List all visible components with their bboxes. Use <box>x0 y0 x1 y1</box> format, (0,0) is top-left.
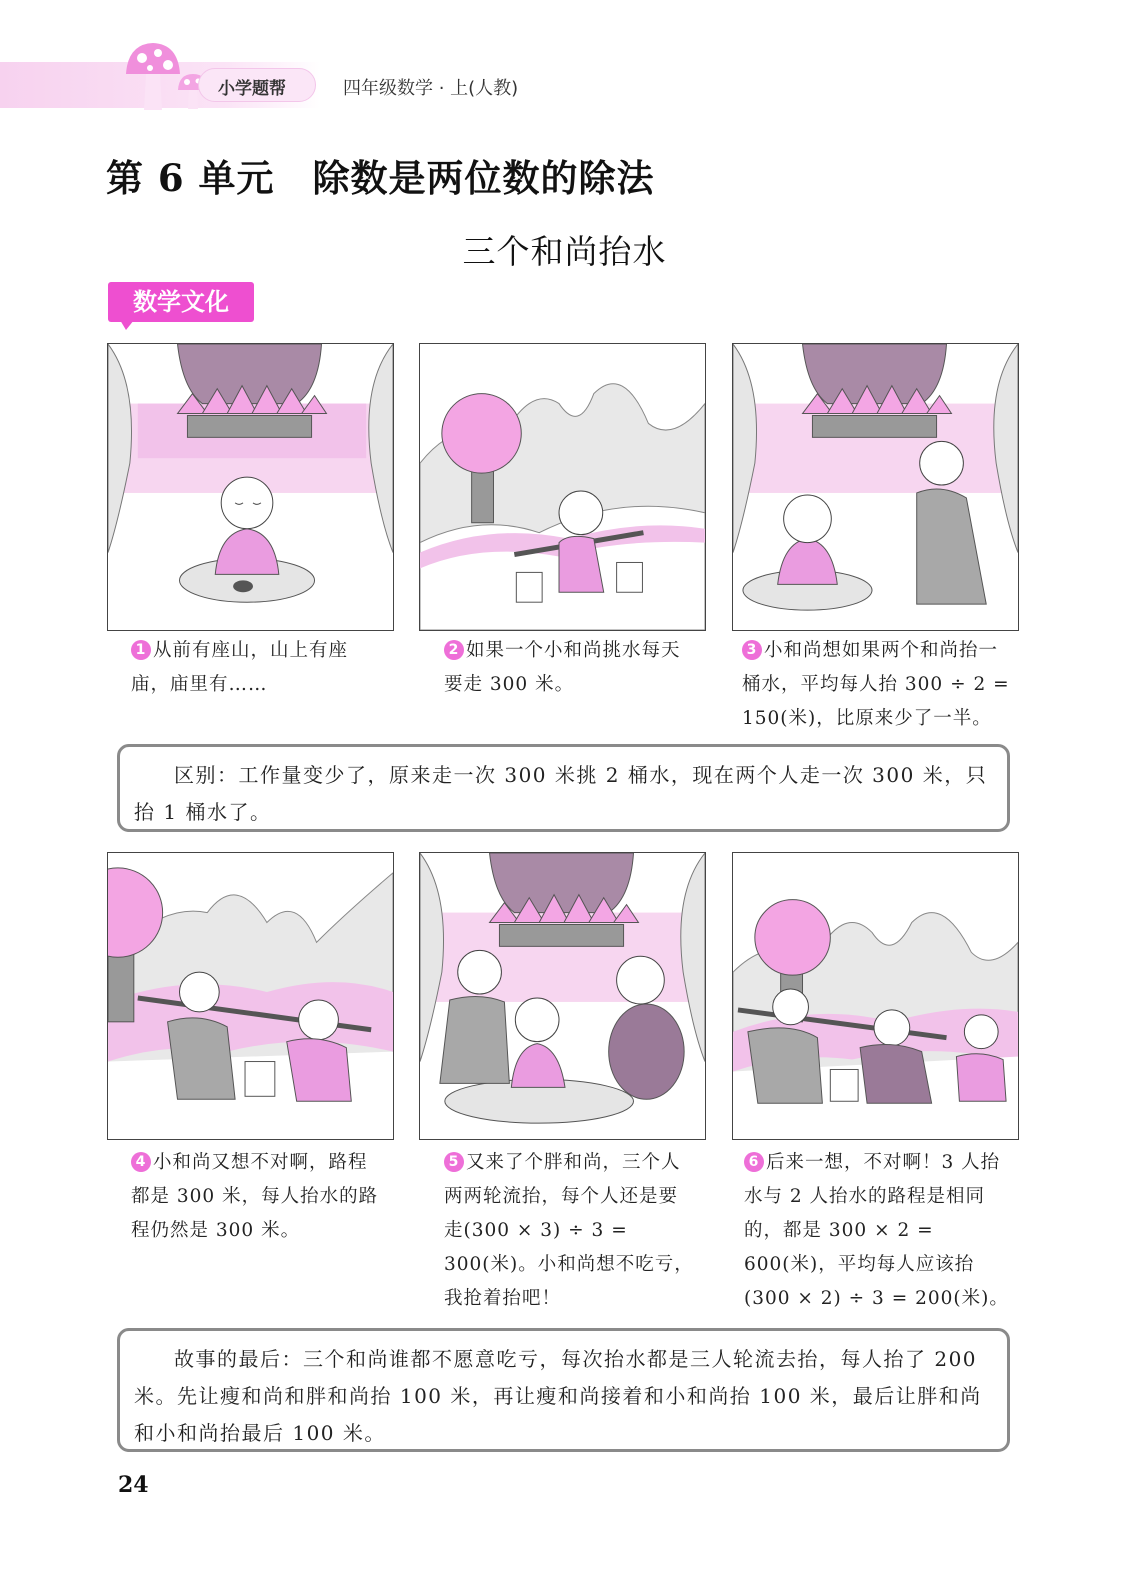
comic-panel-1 <box>107 343 394 631</box>
step-number-badge: 1 <box>131 640 151 660</box>
section-tag: 数学文化 <box>108 282 254 322</box>
mushroom-icon <box>122 40 184 112</box>
caption-text: 后来一想，不对啊！3 人抬水与 2 人抬水的路程是相同的，都是 300 × 2 = 600(米)，平均每人应该抬(300 × 2) ÷ 3 = 200(米)。 <box>744 1152 1009 1309</box>
second-monk-arrives-illustration <box>733 344 1018 630</box>
step-number-badge: 4 <box>131 1152 151 1172</box>
header-subtitle: 四年级数学 · 上(人教) <box>343 78 519 99</box>
story-ending-note: 故事的最后：三个和尚谁都不愿意吃亏，每次抬水都是三人轮流去抬，每人抬了 200 米。先让瘦和尚和胖和尚抬 100 米，再让瘦和尚接着和小和尚抬 100 米，最后让胖和尚和小和尚抬最后 100 米。 <box>117 1328 1010 1452</box>
panel-5-caption <box>444 1146 696 1316</box>
step-number-badge: 3 <box>742 640 762 660</box>
comic-panel-2 <box>419 343 706 631</box>
comic-panel-3 <box>732 343 1019 631</box>
three-monks-illustration <box>733 853 1018 1139</box>
section-tag-tail <box>120 320 134 330</box>
difference-note: 区别：工作量变少了，原来走一次 300 米挑 2 桶水，现在两个人走一次 300 米，只抬 1 桶水了。 <box>117 744 1010 832</box>
two-monks-carrying-illustration <box>108 853 393 1139</box>
page-number: 24 <box>118 1472 149 1498</box>
panel-4-caption <box>131 1146 383 1248</box>
temple-praying-illustration <box>108 344 393 630</box>
unit-title: 第 6 单元 除数是两位数的除法 <box>106 156 655 200</box>
caption-text: 从前有座山，山上有座庙，庙里有…… <box>131 640 349 695</box>
step-number-badge: 6 <box>744 1152 764 1172</box>
comic-panel-4 <box>107 852 394 1140</box>
panel-6-caption <box>744 1146 1016 1316</box>
caption-text: 小和尚又想不对啊，路程都是 300 米，每人抬水的路程仍然是 300 米。 <box>131 1152 379 1241</box>
panel-2-caption <box>444 634 689 702</box>
caption-text: 小和尚想如果两个和尚抬一桶水，平均每人抬 300 ÷ 2 = 150(米)，比原来少了一半。 <box>742 640 1010 729</box>
panel-3-caption <box>742 634 1014 736</box>
caption-text: 如果一个小和尚挑水每天要走 300 米。 <box>444 640 681 695</box>
fat-monk-arrives-illustration <box>420 853 705 1139</box>
step-number-badge: 5 <box>444 1152 464 1172</box>
panel-1-caption <box>131 634 383 702</box>
monk-carrying-buckets-illustration <box>420 344 705 630</box>
comic-panel-6 <box>732 852 1019 1140</box>
step-number-badge: 2 <box>444 640 464 660</box>
story-title: 三个和尚抬水 <box>462 232 667 271</box>
comic-panel-5 <box>419 852 706 1140</box>
caption-text: 又来了个胖和尚，三个人两两轮流抬，每个人还是要走(300 × 3) ÷ 3 = 300(米)。小和尚想不吃亏，我抢着抬吧！ <box>444 1152 694 1309</box>
header-brand: 小学题帮 <box>218 79 286 99</box>
